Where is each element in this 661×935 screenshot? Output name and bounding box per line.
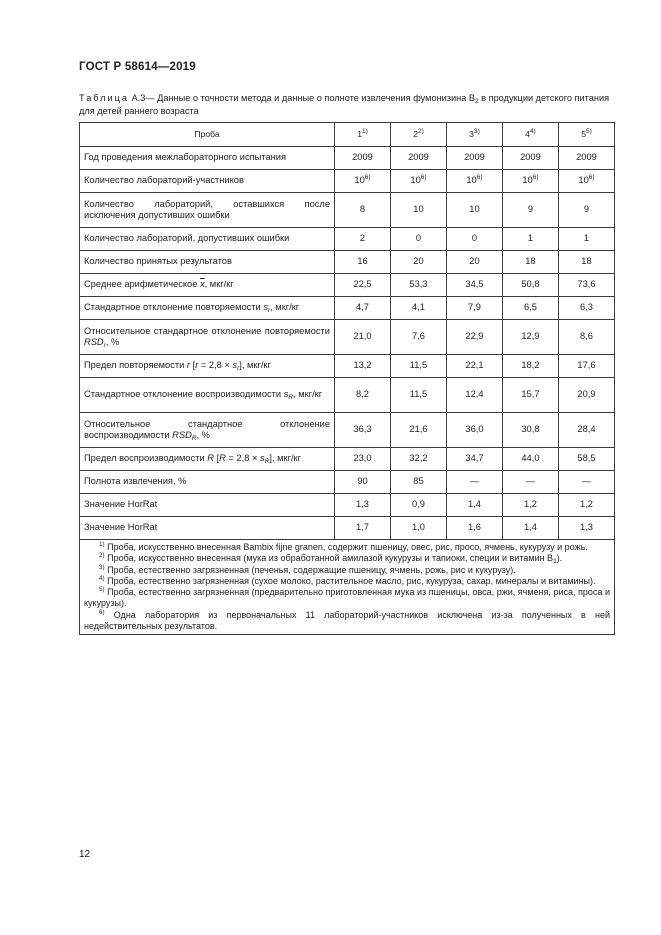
caption-prefix: Таблица bbox=[79, 93, 130, 103]
cell-value: 50,8 bbox=[502, 274, 558, 297]
cell-value: 12,9 bbox=[502, 320, 558, 355]
cell-value: 44,0 bbox=[502, 448, 558, 471]
row-label: Относительное стандартное отклонение повторяемости $RSD_r$, % bbox=[80, 320, 335, 355]
header-label: Проба bbox=[80, 123, 335, 147]
cell-value: 1,3 bbox=[558, 517, 614, 540]
cell-value: 1,0 bbox=[390, 517, 446, 540]
cell-value: 15,7 bbox=[502, 378, 558, 413]
page-number: 12 bbox=[79, 849, 91, 860]
row-label: Стандартное отклонение повторяемости $s_r$, мкг/кг bbox=[80, 297, 335, 320]
cell-value: 20 bbox=[390, 251, 446, 274]
cell-value: 13,2 bbox=[335, 355, 391, 378]
footnote-6: $^{6)}$ Одна лаборатория из первоначальных 11 лабораторий-участников исключена из-за полученных в ней недействительных результатов. bbox=[84, 608, 610, 632]
header-col-2: 2$^{2)}$ bbox=[390, 123, 446, 147]
cell-value: 36,0 bbox=[446, 413, 502, 448]
row-label: Год проведения межлабораторного испытания bbox=[80, 147, 335, 170]
table-row bbox=[80, 297, 615, 320]
header-col-5: 5$^{5)}$ bbox=[558, 123, 614, 147]
cell-value: 10$^{6)}$ bbox=[502, 170, 558, 193]
cell-value: 8,6 bbox=[558, 320, 614, 355]
document-code: ГОСТ Р 58614—2019 bbox=[79, 61, 196, 73]
cell-value: 10 bbox=[446, 193, 502, 228]
table-row bbox=[80, 170, 615, 193]
row-label: Количество лабораторий-участников bbox=[80, 170, 335, 193]
row-label: Предел повторяемости r $[r = 2,8 \times s_r]$, мкг/кг bbox=[80, 355, 335, 378]
footnote-3: $^{3)}$ Проба, естественно загрязненная (печенья, содержащие пшеницу, ячмень, рожь, рис и кукурузу). bbox=[99, 563, 516, 575]
cell-value: 12,4 bbox=[446, 378, 502, 413]
cell-value: 1,2 bbox=[558, 494, 614, 517]
cell-value: 6,3 bbox=[558, 297, 614, 320]
footnote-1: $^{1)}$ Проба, искусственно внесенная Bambix fijne granen, содержит пшеницу, овес, рис, просо, ячмень, кукурузу и рожь. bbox=[99, 541, 588, 552]
cell-value: 1,7 bbox=[335, 517, 391, 540]
cell-value: 73,6 bbox=[558, 274, 614, 297]
cell-value: 0 bbox=[446, 228, 502, 251]
cell-value: 10$^{6)}$ bbox=[390, 170, 446, 193]
cell-value: 7,9 bbox=[446, 297, 502, 320]
table-row bbox=[80, 378, 615, 413]
table-row bbox=[80, 471, 615, 494]
cell-value: 58,5 bbox=[558, 448, 614, 471]
cell-value: 1,2 bbox=[502, 494, 558, 517]
cell-value: 2009 bbox=[502, 147, 558, 170]
table-row bbox=[80, 193, 615, 228]
cell-value: 2009 bbox=[335, 147, 391, 170]
cell-value: 2 bbox=[335, 228, 391, 251]
cell-value: 10 bbox=[390, 193, 446, 228]
cell-value: 10$^{6)}$ bbox=[335, 170, 391, 193]
cell-value: 36,3 bbox=[335, 413, 391, 448]
row-label: Стандартное отклонение воспроизводимости $s_R$, мкг/кг bbox=[80, 378, 335, 413]
caption-number: А.3 bbox=[131, 93, 146, 103]
cell-value: 22,5 bbox=[335, 274, 391, 297]
row-label: Значение HorRat bbox=[80, 494, 335, 517]
cell-value: 9 bbox=[502, 193, 558, 228]
cell-value: 21,0 bbox=[335, 320, 391, 355]
cell-value: 22,9 bbox=[446, 320, 502, 355]
cell-value: 4,7 bbox=[335, 297, 391, 320]
cell-value: 53,3 bbox=[390, 274, 446, 297]
cell-value: 11,5 bbox=[390, 355, 446, 378]
cell-value: — bbox=[446, 471, 502, 494]
caption-text-b: в продукции детского питания для детей раннего возраста bbox=[79, 93, 610, 116]
cell-value: 0 bbox=[390, 228, 446, 251]
table-row bbox=[80, 274, 615, 297]
table-caption bbox=[79, 92, 617, 117]
cell-value: 28,4 bbox=[558, 413, 614, 448]
caption-sub: 2 bbox=[474, 98, 479, 105]
cell-value: 1,6 bbox=[446, 517, 502, 540]
cell-value: 1,4 bbox=[446, 494, 502, 517]
table-row bbox=[80, 355, 615, 378]
cell-value: 32,2 bbox=[390, 448, 446, 471]
footnote-5: $^{5)}$ Проба, естественно загрязненная (предварительно приготовленная мука из пшеницы, овса, ржи, ячменя, риса, проса и кукурузы). bbox=[84, 586, 610, 609]
cell-value: 7,6 bbox=[390, 320, 446, 355]
row-label: Относительное стандартное отклонение воспроизводимости $RSD_R$, % bbox=[80, 413, 335, 448]
table-row bbox=[80, 251, 615, 274]
cell-value: 20,9 bbox=[558, 378, 614, 413]
cell-value: 2009 bbox=[446, 147, 502, 170]
row-label: Количество принятых результатов bbox=[80, 251, 335, 274]
cell-value: 16 bbox=[335, 251, 391, 274]
cell-value: 20 bbox=[446, 251, 502, 274]
cell-value: 1,3 bbox=[335, 494, 391, 517]
header-col-1: 1$^{1)}$ bbox=[335, 123, 391, 147]
table-row bbox=[80, 494, 615, 517]
cell-value: — bbox=[558, 471, 614, 494]
footnote-4: $^{4)}$ Проба, естественно загрязненная (сухое молоко, растительное масло, рис, кукуруза, сахар, минералы и витамины). bbox=[99, 574, 596, 586]
cell-value: 6,5 bbox=[502, 297, 558, 320]
cell-value: 1 bbox=[558, 228, 614, 251]
cell-value: 90 bbox=[335, 471, 391, 494]
header-col-4: 4$^{4)}$ bbox=[502, 123, 558, 147]
table-row bbox=[80, 320, 615, 355]
cell-value: 11,5 bbox=[390, 378, 446, 413]
footnote-2: $^{2)}$ Проба, искусственно внесенная (мука из обработанной амилазой кукурузы и тапиоки, специи и витамин $B_1$). bbox=[99, 552, 563, 566]
row-label: Значение HorRat bbox=[80, 517, 335, 540]
cell-value: 8,2 bbox=[335, 378, 391, 413]
cell-value: 8 bbox=[335, 193, 391, 228]
table-row bbox=[80, 413, 615, 448]
cell-value: 34,5 bbox=[446, 274, 502, 297]
row-label: Среднее арифметическое $\overline{x}$, мкг/кг bbox=[80, 274, 335, 297]
row-label: Предел воспроизводимости R $[R = 2,8 \times s_R]$, мкг/кг bbox=[80, 448, 335, 471]
cell-value: 34,7 bbox=[446, 448, 502, 471]
cell-value: 18 bbox=[558, 251, 614, 274]
cell-value: 30,8 bbox=[502, 413, 558, 448]
cell-value: 1 bbox=[502, 228, 558, 251]
cell-value: 18 bbox=[502, 251, 558, 274]
cell-value: 10$^{6)}$ bbox=[558, 170, 614, 193]
cell-value: 22,1 bbox=[446, 355, 502, 378]
cell-value: 18,2 bbox=[502, 355, 558, 378]
notes-row bbox=[80, 540, 615, 635]
cell-value: 21,6 bbox=[390, 413, 446, 448]
row-label: Количество лабораторий, оставшихся после исключения допустивших ошибки bbox=[80, 193, 335, 228]
cell-value: 4,1 bbox=[390, 297, 446, 320]
table-row bbox=[80, 448, 615, 471]
cell-value: 1,4 bbox=[502, 517, 558, 540]
cell-value: — bbox=[502, 471, 558, 494]
cell-value: 23,0 bbox=[335, 448, 391, 471]
table-header-row bbox=[80, 123, 615, 147]
cell-value: 0,9 bbox=[390, 494, 446, 517]
cell-value: 85 bbox=[390, 471, 446, 494]
table-row bbox=[80, 228, 615, 251]
cell-value: 9 bbox=[558, 193, 614, 228]
caption-text-a: — Данные о точности метода и данные о полноте извлечения фумонизина B bbox=[145, 93, 475, 103]
table-row bbox=[80, 147, 615, 170]
cell-value: 2009 bbox=[558, 147, 614, 170]
header-col-3: 3$^{3)}$ bbox=[446, 123, 502, 147]
precision-table bbox=[79, 122, 615, 635]
cell-value: 10$^{6)}$ bbox=[446, 170, 502, 193]
row-label: Количество лабораторий, допустивших ошибки bbox=[80, 228, 335, 251]
cell-value: 2009 bbox=[390, 147, 446, 170]
footnotes bbox=[80, 540, 615, 635]
cell-value: 17,6 bbox=[558, 355, 614, 378]
table-row bbox=[80, 517, 615, 540]
row-label: Полнота извлечения, % bbox=[80, 471, 335, 494]
